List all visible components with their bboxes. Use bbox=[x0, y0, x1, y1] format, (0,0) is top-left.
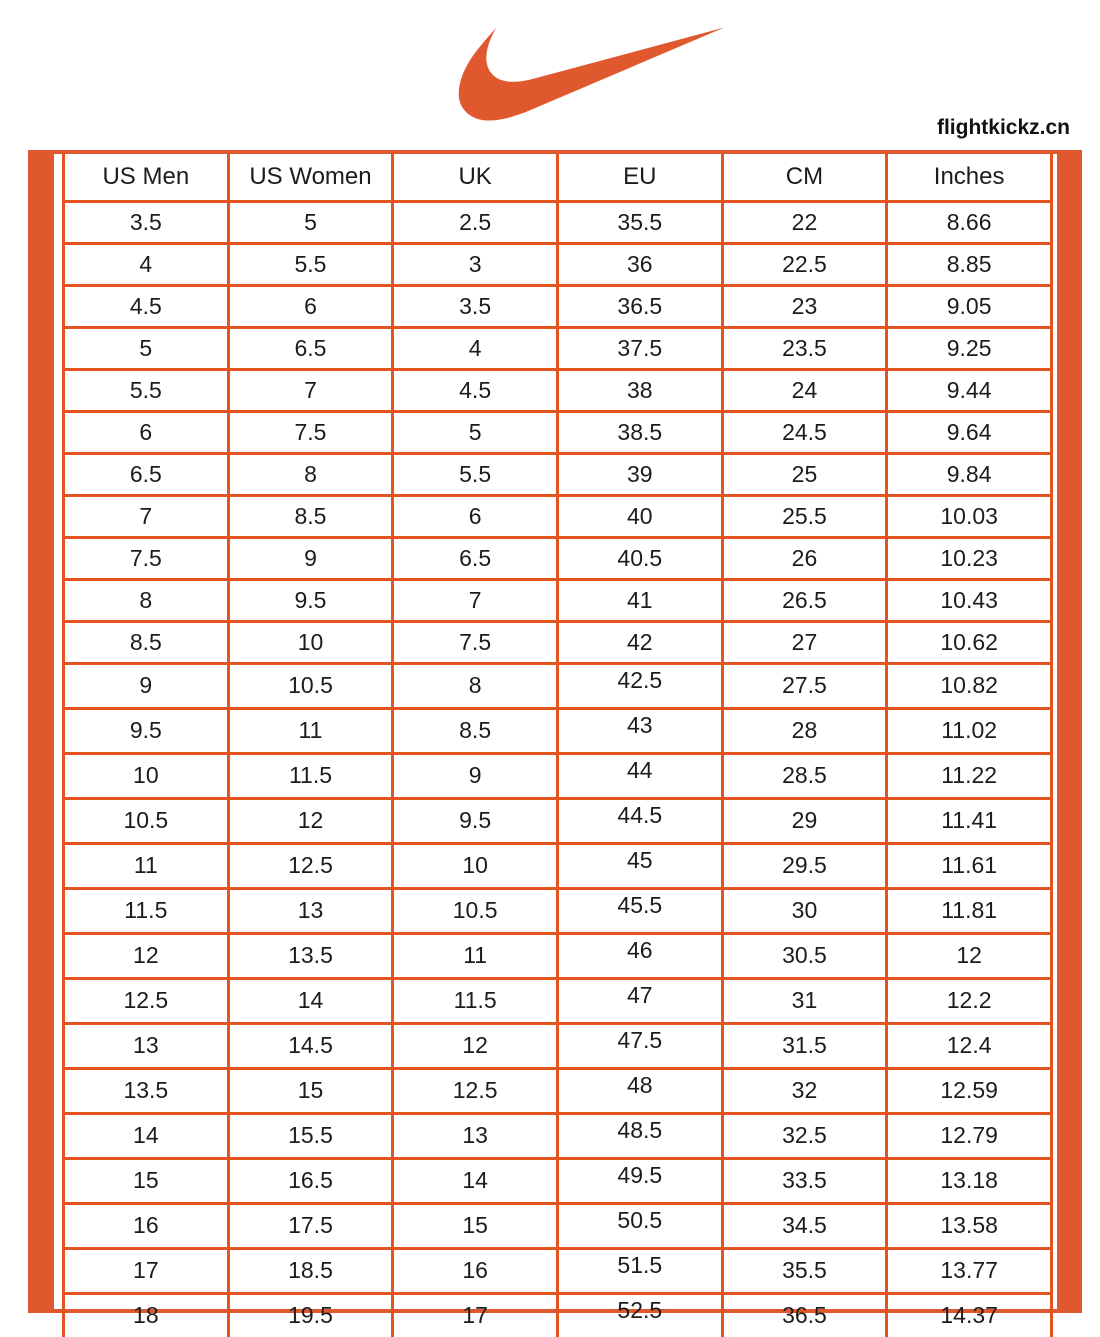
table-row bbox=[64, 328, 1052, 370]
size-cell: 32 bbox=[722, 1069, 887, 1114]
size-cell: 13.18 bbox=[887, 1159, 1052, 1204]
column-header: US Men bbox=[64, 154, 229, 202]
size-cell: 22.5 bbox=[722, 244, 887, 286]
size-cell: 28 bbox=[722, 709, 887, 754]
size-cell: 36.5 bbox=[557, 286, 722, 328]
size-cell: 45.5 bbox=[557, 889, 722, 934]
size-cell: 7 bbox=[393, 580, 558, 622]
size-cell: 3.5 bbox=[64, 202, 229, 244]
size-cell: 14 bbox=[228, 979, 393, 1024]
size-cell: 52.5 bbox=[557, 1294, 722, 1337]
size-cell: 39 bbox=[557, 454, 722, 496]
column-header: CM bbox=[722, 154, 887, 202]
table-row bbox=[64, 1024, 1052, 1069]
size-cell: 38 bbox=[557, 370, 722, 412]
table-row bbox=[64, 286, 1052, 328]
size-cell: 10.23 bbox=[887, 538, 1052, 580]
size-cell: 15 bbox=[393, 1204, 558, 1249]
size-cell: 18 bbox=[64, 1294, 229, 1337]
table-row bbox=[64, 1204, 1052, 1249]
size-cell: 12.5 bbox=[64, 979, 229, 1024]
size-cell: 9 bbox=[393, 754, 558, 799]
size-cell: 4 bbox=[64, 244, 229, 286]
size-cell: 12.5 bbox=[228, 844, 393, 889]
size-cell: 26.5 bbox=[722, 580, 887, 622]
size-cell: 42.5 bbox=[557, 664, 722, 709]
size-cell: 11.5 bbox=[228, 754, 393, 799]
size-chart-frame bbox=[28, 150, 1082, 1329]
size-cell: 16.5 bbox=[228, 1159, 393, 1204]
right-accent-bar bbox=[1057, 154, 1082, 1309]
size-cell: 8.5 bbox=[393, 709, 558, 754]
size-cell: 12.4 bbox=[887, 1024, 1052, 1069]
table-row bbox=[64, 412, 1052, 454]
size-cell: 9 bbox=[228, 538, 393, 580]
size-cell: 14 bbox=[64, 1114, 229, 1159]
size-chart-table-wrap bbox=[62, 154, 1053, 1329]
table-row bbox=[64, 664, 1052, 709]
size-cell: 11.02 bbox=[887, 709, 1052, 754]
column-header: US Women bbox=[228, 154, 393, 202]
size-cell: 8 bbox=[64, 580, 229, 622]
header bbox=[0, 0, 1100, 150]
size-cell: 36.5 bbox=[722, 1294, 887, 1337]
size-cell: 8.85 bbox=[887, 244, 1052, 286]
size-cell: 9.44 bbox=[887, 370, 1052, 412]
size-cell: 13.58 bbox=[887, 1204, 1052, 1249]
size-cell: 7.5 bbox=[393, 622, 558, 664]
size-cell: 11.5 bbox=[64, 889, 229, 934]
size-cell: 10 bbox=[64, 754, 229, 799]
size-cell: 8.5 bbox=[228, 496, 393, 538]
size-cell: 6 bbox=[64, 412, 229, 454]
size-cell: 25 bbox=[722, 454, 887, 496]
size-cell: 42 bbox=[557, 622, 722, 664]
size-cell: 29 bbox=[722, 799, 887, 844]
size-cell: 13.77 bbox=[887, 1249, 1052, 1294]
table-row bbox=[64, 538, 1052, 580]
size-cell: 13.5 bbox=[64, 1069, 229, 1114]
table-row bbox=[64, 580, 1052, 622]
size-cell: 41 bbox=[557, 580, 722, 622]
size-cell: 13 bbox=[64, 1024, 229, 1069]
size-cell: 24 bbox=[722, 370, 887, 412]
table-row bbox=[64, 244, 1052, 286]
size-cell: 25.5 bbox=[722, 496, 887, 538]
header-row bbox=[64, 154, 1052, 202]
size-cell: 16 bbox=[393, 1249, 558, 1294]
size-cell: 8 bbox=[393, 664, 558, 709]
size-cell: 47 bbox=[557, 979, 722, 1024]
size-cell: 13 bbox=[228, 889, 393, 934]
size-cell: 15 bbox=[64, 1159, 229, 1204]
table-row bbox=[64, 934, 1052, 979]
size-cell: 31 bbox=[722, 979, 887, 1024]
size-cell: 10 bbox=[228, 622, 393, 664]
size-cell: 30 bbox=[722, 889, 887, 934]
size-cell: 17.5 bbox=[228, 1204, 393, 1249]
size-cell: 33.5 bbox=[722, 1159, 887, 1204]
size-cell: 7 bbox=[64, 496, 229, 538]
watermark-text: flightkickz.cn bbox=[936, 116, 1070, 139]
table-row bbox=[64, 844, 1052, 889]
size-cell: 40 bbox=[557, 496, 722, 538]
size-cell: 9.25 bbox=[887, 328, 1052, 370]
size-cell: 27 bbox=[722, 622, 887, 664]
size-cell: 18.5 bbox=[228, 1249, 393, 1294]
size-cell: 3.5 bbox=[393, 286, 558, 328]
column-header: Inches bbox=[887, 154, 1052, 202]
table-row bbox=[64, 1159, 1052, 1204]
size-cell: 5.5 bbox=[228, 244, 393, 286]
size-cell: 9.5 bbox=[228, 580, 393, 622]
size-cell: 15.5 bbox=[228, 1114, 393, 1159]
size-cell: 46 bbox=[557, 934, 722, 979]
table-row bbox=[64, 496, 1052, 538]
size-cell: 11 bbox=[393, 934, 558, 979]
size-cell: 31.5 bbox=[722, 1024, 887, 1069]
size-cell: 43 bbox=[557, 709, 722, 754]
size-cell: 23.5 bbox=[722, 328, 887, 370]
size-cell: 40.5 bbox=[557, 538, 722, 580]
table-row bbox=[64, 454, 1052, 496]
size-cell: 4.5 bbox=[64, 286, 229, 328]
size-cell: 50.5 bbox=[557, 1204, 722, 1249]
size-cell: 10.5 bbox=[64, 799, 229, 844]
table-row bbox=[64, 709, 1052, 754]
size-cell: 51.5 bbox=[557, 1249, 722, 1294]
size-cell: 5 bbox=[228, 202, 393, 244]
size-cell: 12.5 bbox=[393, 1069, 558, 1114]
size-cell: 22 bbox=[722, 202, 887, 244]
size-cell: 17 bbox=[393, 1294, 558, 1337]
size-cell: 2.5 bbox=[393, 202, 558, 244]
size-cell: 9.84 bbox=[887, 454, 1052, 496]
size-cell: 48.5 bbox=[557, 1114, 722, 1159]
size-cell: 35.5 bbox=[722, 1249, 887, 1294]
size-cell: 35.5 bbox=[557, 202, 722, 244]
size-cell: 5.5 bbox=[64, 370, 229, 412]
table-row bbox=[64, 1114, 1052, 1159]
size-cell: 11.22 bbox=[887, 754, 1052, 799]
size-cell: 12.79 bbox=[887, 1114, 1052, 1159]
left-accent-bar bbox=[28, 154, 54, 1309]
table-row bbox=[64, 1294, 1052, 1337]
table-row bbox=[64, 370, 1052, 412]
size-cell: 49.5 bbox=[557, 1159, 722, 1204]
size-cell: 19.5 bbox=[228, 1294, 393, 1337]
table-row bbox=[64, 1249, 1052, 1294]
size-cell: 6 bbox=[228, 286, 393, 328]
table-row bbox=[64, 889, 1052, 934]
size-cell: 9.5 bbox=[393, 799, 558, 844]
size-cell: 10.82 bbox=[887, 664, 1052, 709]
size-cell: 6.5 bbox=[393, 538, 558, 580]
size-cell: 11.81 bbox=[887, 889, 1052, 934]
size-cell: 17 bbox=[64, 1249, 229, 1294]
size-cell: 14.5 bbox=[228, 1024, 393, 1069]
size-cell: 11 bbox=[64, 844, 229, 889]
size-cell: 12 bbox=[393, 1024, 558, 1069]
size-cell: 8.66 bbox=[887, 202, 1052, 244]
size-cell: 12 bbox=[64, 934, 229, 979]
size-cell: 6.5 bbox=[228, 328, 393, 370]
size-cell: 24.5 bbox=[722, 412, 887, 454]
size-cell: 9.05 bbox=[887, 286, 1052, 328]
size-cell: 8 bbox=[228, 454, 393, 496]
size-chart-table bbox=[62, 154, 1053, 1337]
size-cell: 5.5 bbox=[393, 454, 558, 496]
size-cell: 9.5 bbox=[64, 709, 229, 754]
size-cell: 6.5 bbox=[64, 454, 229, 496]
size-cell: 6 bbox=[393, 496, 558, 538]
size-cell: 9 bbox=[64, 664, 229, 709]
size-cell: 12 bbox=[887, 934, 1052, 979]
size-cell: 30.5 bbox=[722, 934, 887, 979]
size-cell: 13.5 bbox=[228, 934, 393, 979]
nike-swoosh-icon bbox=[455, 22, 728, 126]
size-cell: 15 bbox=[228, 1069, 393, 1114]
size-cell: 9.64 bbox=[887, 412, 1052, 454]
size-cell: 27.5 bbox=[722, 664, 887, 709]
size-cell: 14 bbox=[393, 1159, 558, 1204]
size-cell: 4.5 bbox=[393, 370, 558, 412]
size-cell: 12.59 bbox=[887, 1069, 1052, 1114]
size-cell: 47.5 bbox=[557, 1024, 722, 1069]
size-cell: 7.5 bbox=[228, 412, 393, 454]
size-cell: 36 bbox=[557, 244, 722, 286]
table-row bbox=[64, 799, 1052, 844]
size-cell: 38.5 bbox=[557, 412, 722, 454]
size-cell: 12 bbox=[228, 799, 393, 844]
size-cell: 37.5 bbox=[557, 328, 722, 370]
size-cell: 10.43 bbox=[887, 580, 1052, 622]
table-row bbox=[64, 202, 1052, 244]
size-cell: 11.5 bbox=[393, 979, 558, 1024]
size-cell: 11.41 bbox=[887, 799, 1052, 844]
size-cell: 3 bbox=[393, 244, 558, 286]
size-cell: 12.2 bbox=[887, 979, 1052, 1024]
table-row bbox=[64, 979, 1052, 1024]
size-cell: 4 bbox=[393, 328, 558, 370]
table-row bbox=[64, 754, 1052, 799]
size-cell: 11 bbox=[228, 709, 393, 754]
size-cell: 16 bbox=[64, 1204, 229, 1249]
size-cell: 8.5 bbox=[64, 622, 229, 664]
size-cell: 5 bbox=[393, 412, 558, 454]
size-cell: 7.5 bbox=[64, 538, 229, 580]
size-cell: 14.37 bbox=[887, 1294, 1052, 1337]
size-cell: 13 bbox=[393, 1114, 558, 1159]
size-cell: 11.61 bbox=[887, 844, 1052, 889]
table-row bbox=[64, 622, 1052, 664]
size-cell: 23 bbox=[722, 286, 887, 328]
size-cell: 32.5 bbox=[722, 1114, 887, 1159]
size-cell: 7 bbox=[228, 370, 393, 412]
column-header: UK bbox=[393, 154, 558, 202]
size-cell: 10.5 bbox=[393, 889, 558, 934]
column-header: EU bbox=[557, 154, 722, 202]
size-cell: 34.5 bbox=[722, 1204, 887, 1249]
size-cell: 10.5 bbox=[228, 664, 393, 709]
size-cell: 10.62 bbox=[887, 622, 1052, 664]
size-cell: 44.5 bbox=[557, 799, 722, 844]
size-cell: 10.03 bbox=[887, 496, 1052, 538]
size-cell: 29.5 bbox=[722, 844, 887, 889]
size-cell: 28.5 bbox=[722, 754, 887, 799]
size-cell: 26 bbox=[722, 538, 887, 580]
size-cell: 45 bbox=[557, 844, 722, 889]
size-cell: 44 bbox=[557, 754, 722, 799]
size-cell: 10 bbox=[393, 844, 558, 889]
size-cell: 48 bbox=[557, 1069, 722, 1114]
table-row bbox=[64, 1069, 1052, 1114]
size-cell: 5 bbox=[64, 328, 229, 370]
